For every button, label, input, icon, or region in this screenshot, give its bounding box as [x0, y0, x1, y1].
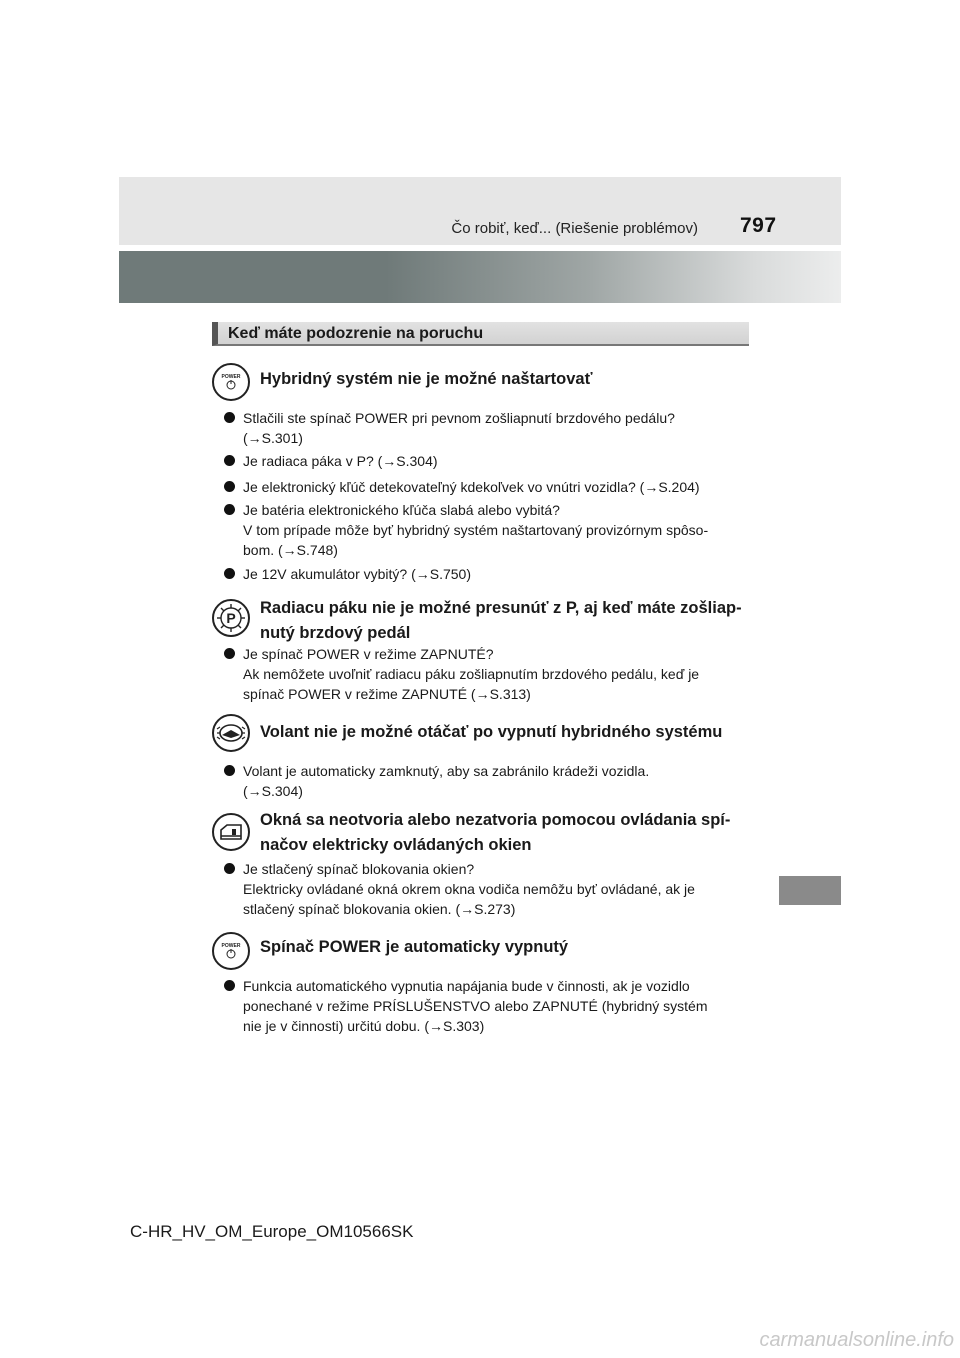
power-switch-icon — [212, 363, 250, 401]
section-title: Keď máte podozrenie na poruchu — [228, 325, 484, 342]
svg-text:P: P — [226, 610, 236, 626]
topic-title: Hybridný systém nie je možné naštartovať — [260, 370, 593, 388]
page-number: 797 — [740, 214, 777, 237]
list-item: Je 12V akumulátor vybitý? (→S.750) — [224, 564, 748, 584]
svg-text:POWER: POWER — [221, 374, 241, 380]
topic-title: Spínač POWER je automaticky vypnutý — [260, 938, 569, 956]
watermark: carmanualsonline.info — [759, 1329, 954, 1351]
list-item: Stlačili ste spínač POWER pri pevnom zošliapnutí brzdového pedálu? (→S.301) — [224, 408, 748, 448]
list-item: Je radiaca páka v P? (→S.304) — [224, 451, 748, 471]
gear-p-icon — [212, 599, 250, 637]
chapter-title: Čo robiť, keď... (Riešenie problémov) — [451, 220, 698, 237]
bullet-dot — [224, 863, 235, 874]
power-switch-icon — [212, 932, 250, 970]
bullet-dot — [224, 504, 235, 515]
bullet-dot — [224, 412, 235, 423]
list-item: Funkcia automatického vypnutia napájania bude v činnosti, ak je vozidlo ponechané v režime PRÍSLUŠENSTVO alebo ZAPNUTÉ (hybridný systém nie je v činnosti) určitú dobu. (→S.303) — [224, 976, 748, 1036]
topic-title: Radiacu páku nie je možné presunúť z P, aj keď máte zošliap- nutý brzdový pedál — [260, 599, 742, 642]
steering-wheel-icon — [212, 714, 250, 752]
chapter-side-tab — [779, 876, 841, 905]
list-item: Je elektronický kľúč detekovateľný kdekoľvek vo vnútri vozidla? (→S.204) — [224, 477, 748, 497]
bullet-dot — [224, 980, 235, 991]
window-lock-icon — [212, 813, 250, 851]
decorative-gradient-bar — [119, 251, 841, 303]
list-item: Je spínač POWER v režime ZAPNUTÉ? Ak nemôžete uvoľniť radiacu páku zošliapnutím brzdového pedálu, keď je spínač POWER v režime ZAPNUTÉ (→S.313) — [224, 644, 748, 704]
bullet-dot — [224, 765, 235, 776]
bullet-dot — [224, 568, 235, 579]
section-header — [212, 322, 749, 346]
bullet-dot — [224, 455, 235, 466]
bullet-dot — [224, 648, 235, 659]
topic-title: Okná sa neotvoria alebo nezatvoria pomocou ovládania spí- načov elektricky ovládaných okien — [260, 811, 731, 854]
document-code: C-HR_HV_OM_Europe_OM10566SK — [130, 1222, 414, 1241]
list-item: Je batéria elektronického kľúča slabá alebo vybitá? V tom prípade môže byť hybridný systém naštartovaný provizórnym spôso- bom. (→S.748) — [224, 500, 748, 560]
list-item: Volant je automaticky zamknutý, aby sa zabránilo krádeži vozidla. (→S.304) — [224, 761, 748, 801]
bullet-dot — [224, 481, 235, 492]
svg-text:POWER: POWER — [221, 943, 241, 949]
list-item: Je stlačený spínač blokovania okien? Elektricky ovládané okná okrem okna vodiča nemôžu byť ovládané, ak je stlačený spínač blokovania okien. (→S.273) — [224, 859, 748, 919]
topic-title: Volant nie je možné otáčať po vypnutí hybridného systému — [260, 723, 723, 741]
